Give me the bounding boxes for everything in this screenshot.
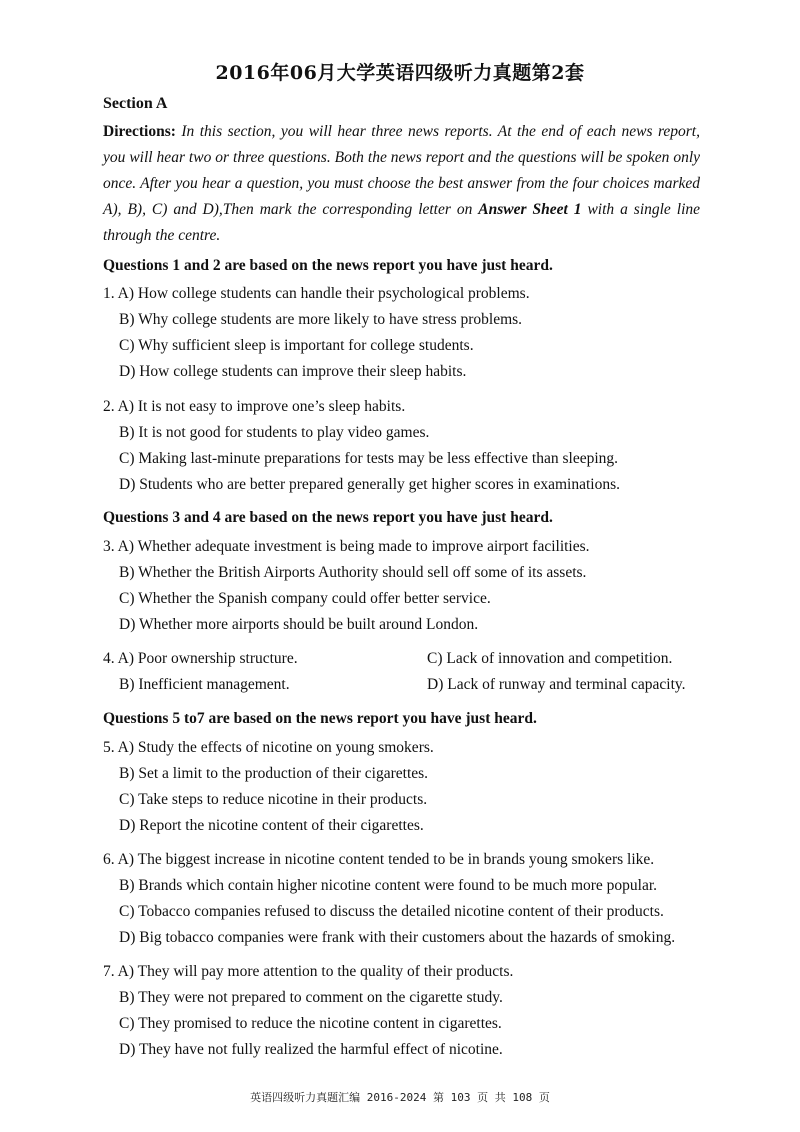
question-5-option-b: B) Set a limit to the production of their cigarettes.: [119, 765, 429, 782]
question-7-option-d: D) They have not fully realized the harmful effect of nicotine.: [119, 1041, 503, 1058]
question-1-option-a: 1. A) How college students can handle their psychological problems.: [103, 285, 530, 302]
question-6-option-b: B) Brands which contain higher nicotine content were found to be much more popular.: [119, 877, 658, 894]
question-2-option-b: B) It is not good for students to play video games.: [119, 424, 430, 441]
question-1-option-b: B) Why college students are more likely to have stress problems.: [119, 311, 523, 328]
question-3-option-d: D) Whether more airports should be built around London.: [119, 616, 479, 633]
question-2-option-a: 2. A) It is not easy to improve one’s sleep habits.: [103, 398, 406, 415]
directions-text: In this section, you will hear three news reports. At the end of each news report, you will hear two or three questions. Both the news report and the questions will be spoken only once. After you hear a question, you must choose the best answer from the four choices marked A), B), C) and D),Then mark the corresponding letter on: [103, 123, 700, 218]
directions-text-end: with a single line through the centre.: [103, 201, 701, 244]
question-5-option-c: C) Take steps to reduce nicotine in their products.: [119, 791, 428, 808]
group-heading-1-2: Questions 1 and 2 are based on the news report you have just heard.: [103, 257, 553, 274]
group-heading-5-7: Questions 5 to7 are based on the news report you have just heard.: [103, 710, 537, 727]
question-5-option-a: 5. A) Study the effects of nicotine on young smokers.: [103, 739, 434, 756]
question-1-option-c: C) Why sufficient sleep is important for college students.: [119, 337, 474, 354]
question-7-option-c: C) They promised to reduce the nicotine content in cigarettes.: [119, 1015, 502, 1032]
question-6-option-a: 6. A) The biggest increase in nicotine content tended to be in brands young smokers like.: [103, 851, 655, 868]
question-6-option-c: C) Tobacco companies refused to discuss the detailed nicotine content of their products.: [119, 903, 664, 920]
question-2-option-c: C) Making last-minute preparations for tests may be less effective than sleeping.: [119, 450, 619, 467]
page-title: 2016年06月大学英语四级听力真题第2套: [215, 62, 585, 84]
group-heading-3-4: Questions 3 and 4 are based on the news report you have just heard.: [103, 509, 553, 526]
question-4-option-b: B) Inefficient management.: [119, 676, 290, 693]
page-footer: 英语四级听力真题汇编 2016-2024 第 103 页 共 108 页: [250, 1091, 550, 1104]
answer-sheet-emphasis: Answer Sheet 1: [478, 201, 582, 218]
question-3-option-b: B) Whether the British Airports Authority should sell off some of its assets.: [119, 564, 587, 581]
directions-paragraph: [103, 119, 700, 249]
question-4-option-c: C) Lack of innovation and competition.: [427, 650, 673, 667]
question-4-option-d: D) Lack of runway and terminal capacity.: [427, 676, 686, 693]
question-4-option-a: 4. A) Poor ownership structure.: [103, 650, 298, 667]
question-5-option-d: D) Report the nicotine content of their cigarettes.: [119, 817, 424, 834]
question-7-option-b: B) They were not prepared to comment on the cigarette study.: [119, 989, 503, 1006]
question-3-option-a: 3. A) Whether adequate investment is being made to improve airport facilities.: [103, 538, 590, 555]
directions-label: Directions:: [103, 123, 176, 140]
question-6-option-d: D) Big tobacco companies were frank with their customers about the hazards of smoking.: [119, 929, 676, 946]
question-7-option-a: 7. A) They will pay more attention to the quality of their products.: [103, 963, 514, 980]
question-3-option-c: C) Whether the Spanish company could offer better service.: [119, 590, 491, 607]
question-2-option-d: D) Students who are better prepared generally get higher scores in examinations.: [119, 476, 620, 493]
question-1-option-d: D) How college students can improve their sleep habits.: [119, 363, 467, 380]
section-heading: Section A: [103, 95, 168, 112]
